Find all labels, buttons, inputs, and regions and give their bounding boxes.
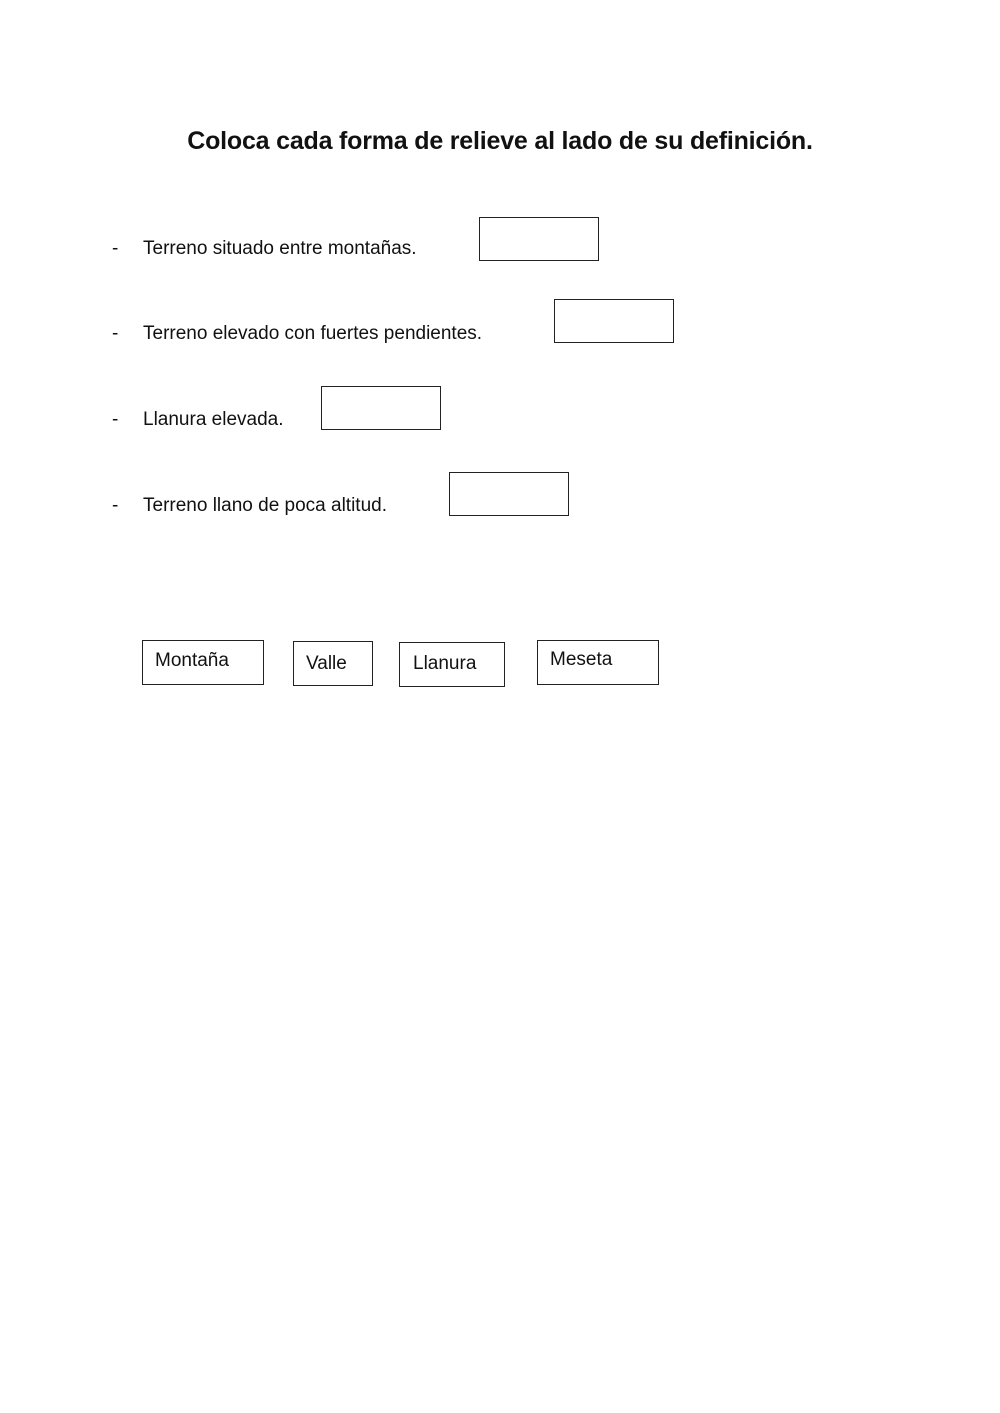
worksheet-title: Coloca cada forma de relieve al lado de su definición.: [187, 127, 813, 155]
definition-text: Terreno elevado con fuertes pendientes.: [143, 323, 483, 344]
answer-drop-box-4[interactable]: [449, 472, 569, 516]
bullet-dash: -: [112, 238, 119, 259]
word-card-llanura[interactable]: Llanura: [399, 642, 505, 687]
definition-text: Terreno situado entre montañas.: [143, 238, 417, 259]
word-card-montana[interactable]: Montaña: [142, 640, 264, 685]
answer-drop-box-1[interactable]: [479, 217, 599, 261]
definition-item: [112, 311, 482, 357]
bullet-dash: -: [112, 409, 119, 430]
answer-drop-box-3[interactable]: [321, 386, 441, 430]
definition-item: [112, 483, 387, 529]
definition-text: Llanura elevada.: [143, 409, 284, 430]
bullet-dash: -: [112, 323, 119, 344]
definition-text: Terreno llano de poca altitud.: [143, 495, 387, 516]
word-card-valle[interactable]: Valle: [293, 641, 373, 686]
bullet-dash: -: [112, 495, 119, 516]
answer-drop-box-2[interactable]: [554, 299, 674, 343]
definition-item: [112, 226, 417, 272]
definition-item: [112, 397, 284, 443]
word-card-meseta[interactable]: Meseta: [537, 640, 659, 685]
